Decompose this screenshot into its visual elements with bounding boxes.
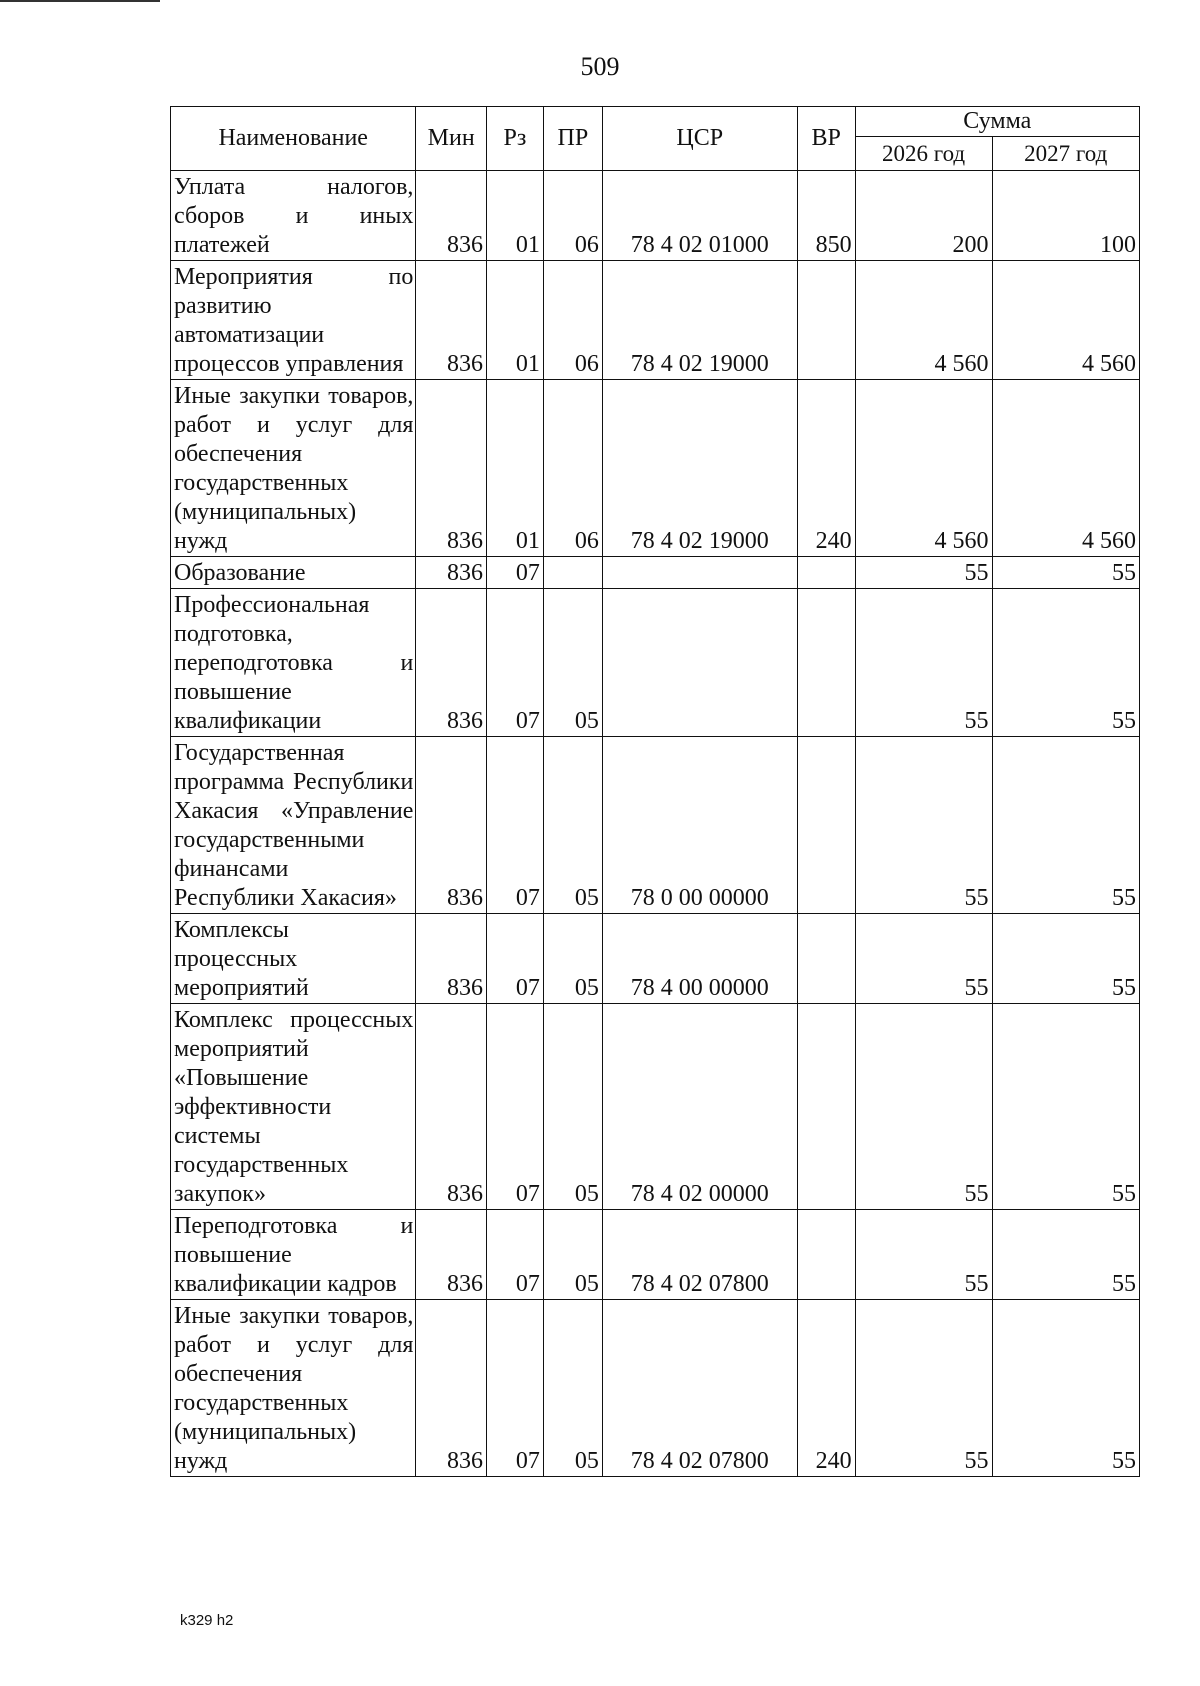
cell-name: Иные закупки товаров, работ и услуг для обеспечения государственных (муниципальных) нужд xyxy=(171,1300,416,1477)
col-header-vr: ВР xyxy=(797,107,855,171)
cell-2026: 55 xyxy=(855,914,992,1004)
cell-pr xyxy=(543,557,602,589)
cell-2026: 55 xyxy=(855,1300,992,1477)
cell-name: Профессиональная подготовка, переподготовка и повышение квалификации xyxy=(171,589,416,737)
cell-2026: 55 xyxy=(855,557,992,589)
cell-vr: 240 xyxy=(797,1300,855,1477)
table-row xyxy=(171,380,1140,557)
cell-pr: 06 xyxy=(543,261,602,380)
cell-csr: 78 0 00 00000 xyxy=(602,737,797,914)
cell-min: 836 xyxy=(416,589,487,737)
cell-min: 836 xyxy=(416,261,487,380)
col-header-sum: Сумма xyxy=(855,107,1139,137)
cell-2027: 100 xyxy=(992,171,1140,261)
cell-vr xyxy=(797,737,855,914)
cell-2026: 55 xyxy=(855,1004,992,1210)
table-row xyxy=(171,1300,1140,1477)
cell-rz: 07 xyxy=(486,1210,543,1300)
cell-csr: 78 4 00 00000 xyxy=(602,914,797,1004)
cell-name: Уплата налогов, сборов и иных платежей xyxy=(171,171,416,261)
page-number: 509 xyxy=(580,52,620,81)
table-row xyxy=(171,737,1140,914)
cell-rz: 07 xyxy=(486,589,543,737)
cell-rz: 07 xyxy=(486,1300,543,1477)
cell-rz: 01 xyxy=(486,171,543,261)
cell-csr: 78 4 02 00000 xyxy=(602,1004,797,1210)
cell-2026: 4 560 xyxy=(855,380,992,557)
cell-csr xyxy=(602,557,797,589)
cell-vr xyxy=(797,589,855,737)
cell-pr: 05 xyxy=(543,589,602,737)
table-row xyxy=(171,1004,1140,1210)
cell-rz: 07 xyxy=(486,1004,543,1210)
col-header-csr: ЦСР xyxy=(602,107,797,171)
cell-2026: 200 xyxy=(855,171,992,261)
cell-csr xyxy=(602,589,797,737)
scan-edge-rule xyxy=(0,0,160,2)
cell-2026: 4 560 xyxy=(855,261,992,380)
table-row xyxy=(171,261,1140,380)
cell-csr: 78 4 02 19000 xyxy=(602,261,797,380)
footer-code: k329 h2 xyxy=(180,1612,234,1629)
col-header-name: Наименование xyxy=(171,107,416,171)
cell-min: 836 xyxy=(416,1004,487,1210)
table-body xyxy=(171,171,1140,1477)
cell-vr xyxy=(797,914,855,1004)
col-header-2026: 2026 год xyxy=(855,137,992,171)
cell-2027: 55 xyxy=(992,1300,1140,1477)
cell-pr: 05 xyxy=(543,914,602,1004)
cell-rz: 07 xyxy=(486,737,543,914)
table-row xyxy=(171,557,1140,589)
col-header-rz: Рз xyxy=(486,107,543,171)
cell-min: 836 xyxy=(416,380,487,557)
cell-vr: 240 xyxy=(797,380,855,557)
table-row xyxy=(171,171,1140,261)
cell-rz: 07 xyxy=(486,914,543,1004)
cell-name: Иные закупки товаров, работ и услуг для обеспечения государственных (муниципальных) нужд xyxy=(171,380,416,557)
cell-vr xyxy=(797,1210,855,1300)
cell-2027: 4 560 xyxy=(992,380,1140,557)
cell-name: Образование xyxy=(171,557,416,589)
cell-rz: 07 xyxy=(486,557,543,589)
col-header-min: Мин xyxy=(416,107,487,171)
cell-2027: 55 xyxy=(992,557,1140,589)
cell-pr: 05 xyxy=(543,1300,602,1477)
cell-min: 836 xyxy=(416,1210,487,1300)
cell-vr xyxy=(797,261,855,380)
cell-pr: 05 xyxy=(543,737,602,914)
cell-min: 836 xyxy=(416,171,487,261)
col-header-2027: 2027 год xyxy=(992,137,1140,171)
cell-rz: 01 xyxy=(486,380,543,557)
cell-min: 836 xyxy=(416,557,487,589)
cell-csr: 78 4 02 01000 xyxy=(602,171,797,261)
table-row xyxy=(171,914,1140,1004)
cell-pr: 05 xyxy=(543,1004,602,1210)
cell-min: 836 xyxy=(416,914,487,1004)
table-row xyxy=(171,1210,1140,1300)
cell-2027: 55 xyxy=(992,737,1140,914)
cell-2027: 4 560 xyxy=(992,261,1140,380)
cell-2027: 55 xyxy=(992,1004,1140,1210)
cell-2026: 55 xyxy=(855,737,992,914)
budget-table xyxy=(170,106,1140,1477)
cell-vr: 850 xyxy=(797,171,855,261)
cell-name: Комплексы процессных мероприятий xyxy=(171,914,416,1004)
table-row xyxy=(171,589,1140,737)
cell-name: Комплекс процессных мероприятий «Повышение эффективности системы государственных закупок» xyxy=(171,1004,416,1210)
cell-2027: 55 xyxy=(992,1210,1140,1300)
cell-vr xyxy=(797,1004,855,1210)
cell-min: 836 xyxy=(416,737,487,914)
cell-min: 836 xyxy=(416,1300,487,1477)
cell-rz: 01 xyxy=(486,261,543,380)
cell-name: Переподготовка и повышение квалификации кадров xyxy=(171,1210,416,1300)
cell-name: Государственная программа Республики Хакасия «Управление государственными финансами Республики Хакасия» xyxy=(171,737,416,914)
cell-2026: 55 xyxy=(855,589,992,737)
cell-csr: 78 4 02 07800 xyxy=(602,1210,797,1300)
cell-2027: 55 xyxy=(992,589,1140,737)
header-row-1 xyxy=(171,107,1140,137)
cell-csr: 78 4 02 19000 xyxy=(602,380,797,557)
cell-2026: 55 xyxy=(855,1210,992,1300)
cell-vr xyxy=(797,557,855,589)
cell-2027: 55 xyxy=(992,914,1140,1004)
col-header-pr: ПР xyxy=(543,107,602,171)
cell-pr: 06 xyxy=(543,380,602,557)
cell-name: Мероприятия по развитию автоматизации процессов управления xyxy=(171,261,416,380)
cell-pr: 05 xyxy=(543,1210,602,1300)
cell-pr: 06 xyxy=(543,171,602,261)
cell-csr: 78 4 02 07800 xyxy=(602,1300,797,1477)
